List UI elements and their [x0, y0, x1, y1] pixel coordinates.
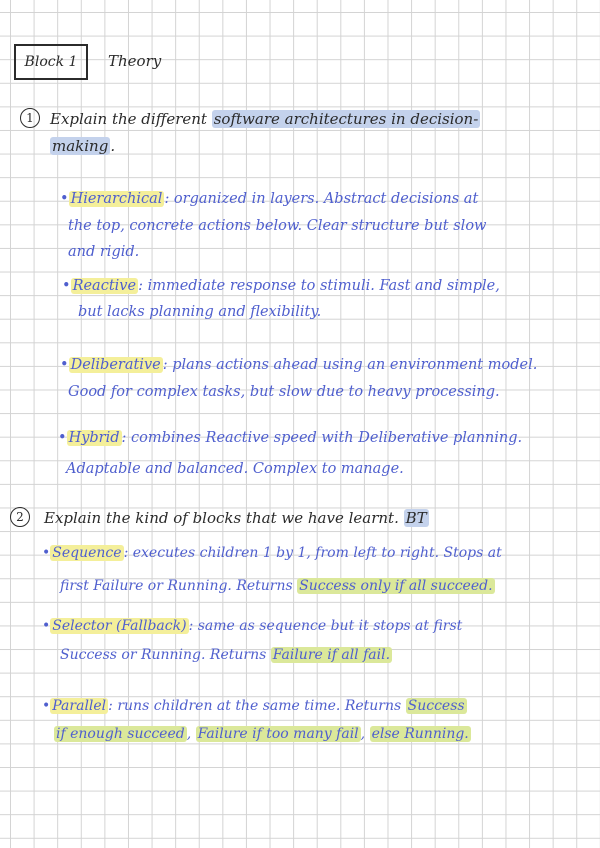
q2-item-selector-line1: • Selector (Fallback) : same as sequence but it stops at first — [42, 618, 463, 634]
q2-item-sequence-line1: • Sequence : executes children 1 by 1, from left to right. Stops at — [42, 545, 502, 561]
q1-item-deliberative-line1: • Deliberative : plans actions ahead using an environment model. — [60, 357, 538, 373]
term-deliberative: Deliberative — [70, 357, 161, 373]
q2-item-parallel-line1: • Parallel : runs children at the same time. Returns Success — [42, 698, 465, 714]
question-2-tag: BT — [405, 509, 427, 527]
page-title: Theory — [108, 52, 162, 70]
q1-item-hierarchical-line3: and rigid. — [68, 244, 140, 260]
q1-item-deliberative-line2: Good for complex tasks, but slow due to heavy processing. — [68, 384, 500, 400]
q1-item-hybrid-line1: • Hybrid : combines Reactive speed with Deliberative planning. — [58, 430, 523, 446]
parallel-else-highlight: else Running. — [371, 726, 469, 742]
question-1-highlight-2: making — [52, 137, 109, 155]
question-2-line — [44, 509, 429, 527]
q1-item-hierarchical-line1: • Hierarchical : organized in layers. Abstract decisions at — [60, 191, 479, 207]
question-number-1: 1 — [20, 108, 40, 128]
question-number-2: 2 — [10, 507, 30, 527]
q1-item-reactive-line2: but lacks planning and flexibility. — [78, 304, 322, 320]
q2-item-sequence-line2: first Failure or Running. Returns Success only if all succeed. — [60, 578, 493, 594]
term-sequence: Sequence — [52, 545, 122, 561]
term-parallel: Parallel — [52, 698, 107, 714]
parallel-success-highlight: Success — [407, 698, 465, 714]
q2-item-selector-line2: Success or Running. Returns Failure if all fail. — [60, 647, 391, 663]
question-1-end: . — [110, 137, 116, 155]
question-1-highlight: software architectures in decision- — [213, 110, 479, 128]
question-1-text: Explain the different — [50, 110, 207, 128]
block-label-box — [14, 44, 88, 80]
question-1-line2 — [50, 137, 115, 155]
parallel-enough-highlight: if enough succeed — [56, 726, 185, 742]
q2-item-parallel-line2: if enough succeed , Failure if too many fail , else Running. — [56, 726, 469, 742]
parallel-failure-highlight: Failure if too many fail — [197, 726, 359, 742]
term-hierarchical: Hierarchical — [70, 191, 163, 207]
question-1-line1 — [50, 110, 480, 128]
selector-return-highlight: Failure if all fail. — [272, 647, 391, 663]
term-hybrid: Hybrid — [68, 430, 120, 446]
q1-item-hybrid-line2: Adaptable and balanced. Complex to manage. — [66, 461, 404, 477]
block-label: Block 1 — [24, 54, 78, 70]
term-reactive: Reactive — [72, 278, 137, 294]
question-2-text: Explain the kind of blocks that we have learnt. — [44, 509, 399, 527]
q1-item-hierarchical-line2: the top, concrete actions below. Clear structure but slow — [68, 218, 487, 234]
term-selector: Selector (Fallback) — [52, 618, 187, 634]
sequence-return-highlight: Success only if all succeed. — [299, 578, 493, 594]
q1-item-reactive-line1: • Reactive : immediate response to stimuli. Fast and simple, — [62, 278, 500, 294]
